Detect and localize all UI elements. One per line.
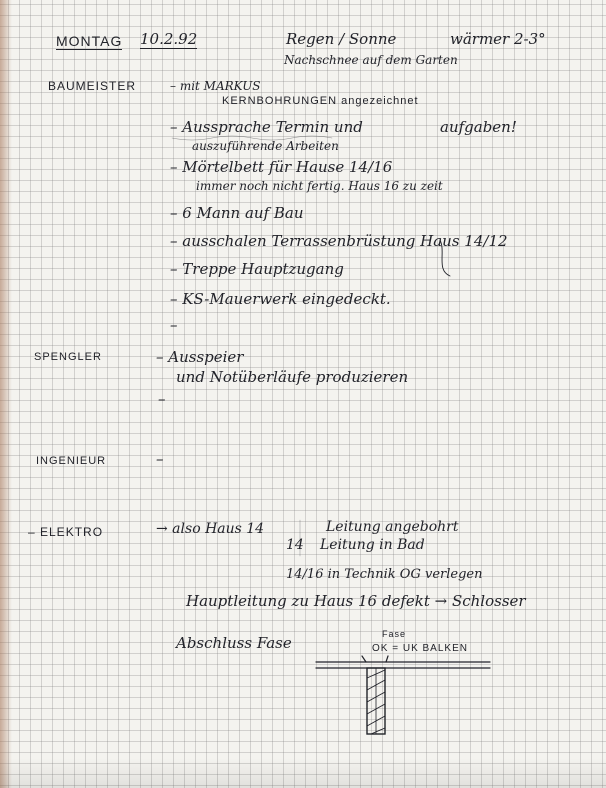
elektro-item: Hauptleitung zu Haus 16 defekt → Schlosser [186, 592, 526, 610]
ingenieur-item: – [156, 450, 164, 468]
baumeister-item: – Mörtelbett für Hause 14/16 [170, 158, 393, 176]
weather-line-2: Nachschnee auf dem Garten [284, 53, 458, 67]
spengler-item: – [158, 390, 166, 408]
baumeister-item: – Aussprache Termin und [170, 118, 363, 136]
baumeister-item: auszuführende Arbeiten [192, 139, 339, 153]
sketch-label-fase: Fase [382, 629, 407, 639]
spengler-item: – Ausspeier [156, 348, 244, 366]
sketch-label-balken: OK = UK BALKEN [372, 643, 468, 654]
baumeister-item: immer noch nicht fertig. Haus 16 zu zeit [196, 179, 443, 193]
date-label: 10.2.92 [140, 30, 198, 48]
baumeister-item: – 6 Mann auf Bau [170, 204, 304, 222]
weather-line-1: Regen / Sonne [286, 30, 397, 48]
spengler-item: und Notüberläufe produzieren [176, 368, 409, 386]
baumeister-item: – mit MARKUS [170, 79, 261, 93]
day-label: MONTAG [56, 33, 123, 49]
elektro-item: → also Haus 14 [156, 521, 265, 537]
section-label-elektro: – ELEKTRO [28, 525, 104, 539]
elektro-item: Leitung angebohrt [326, 519, 459, 535]
baumeister-item: aufgaben! [440, 118, 517, 136]
weather-temp: wärmer 2-3° [450, 30, 546, 48]
baumeister-item: – KS-Mauerwerk eingedeckt. [170, 290, 391, 308]
baumeister-item: – ausschalen Terrassenbrüstung Haus 14/12 [170, 232, 508, 250]
baumeister-item: KERNBOHRUNGEN angezeichnet [222, 95, 419, 107]
section-label-baumeister: BAUMEISTER [48, 79, 137, 93]
elektro-item: Leitung in Bad [320, 537, 425, 553]
elektro-item: 14/16 in Technik OG verlegen [286, 567, 483, 582]
elektro-item: 14 [286, 537, 304, 553]
section-label-ingenieur: INGENIEUR [36, 455, 107, 467]
section-label-spengler: SPENGLER [34, 351, 102, 363]
elektro-item: Abschluss Fase [176, 634, 292, 652]
baumeister-item: – Treppe Hauptzugang [170, 260, 344, 278]
baumeister-item: – [170, 316, 178, 334]
